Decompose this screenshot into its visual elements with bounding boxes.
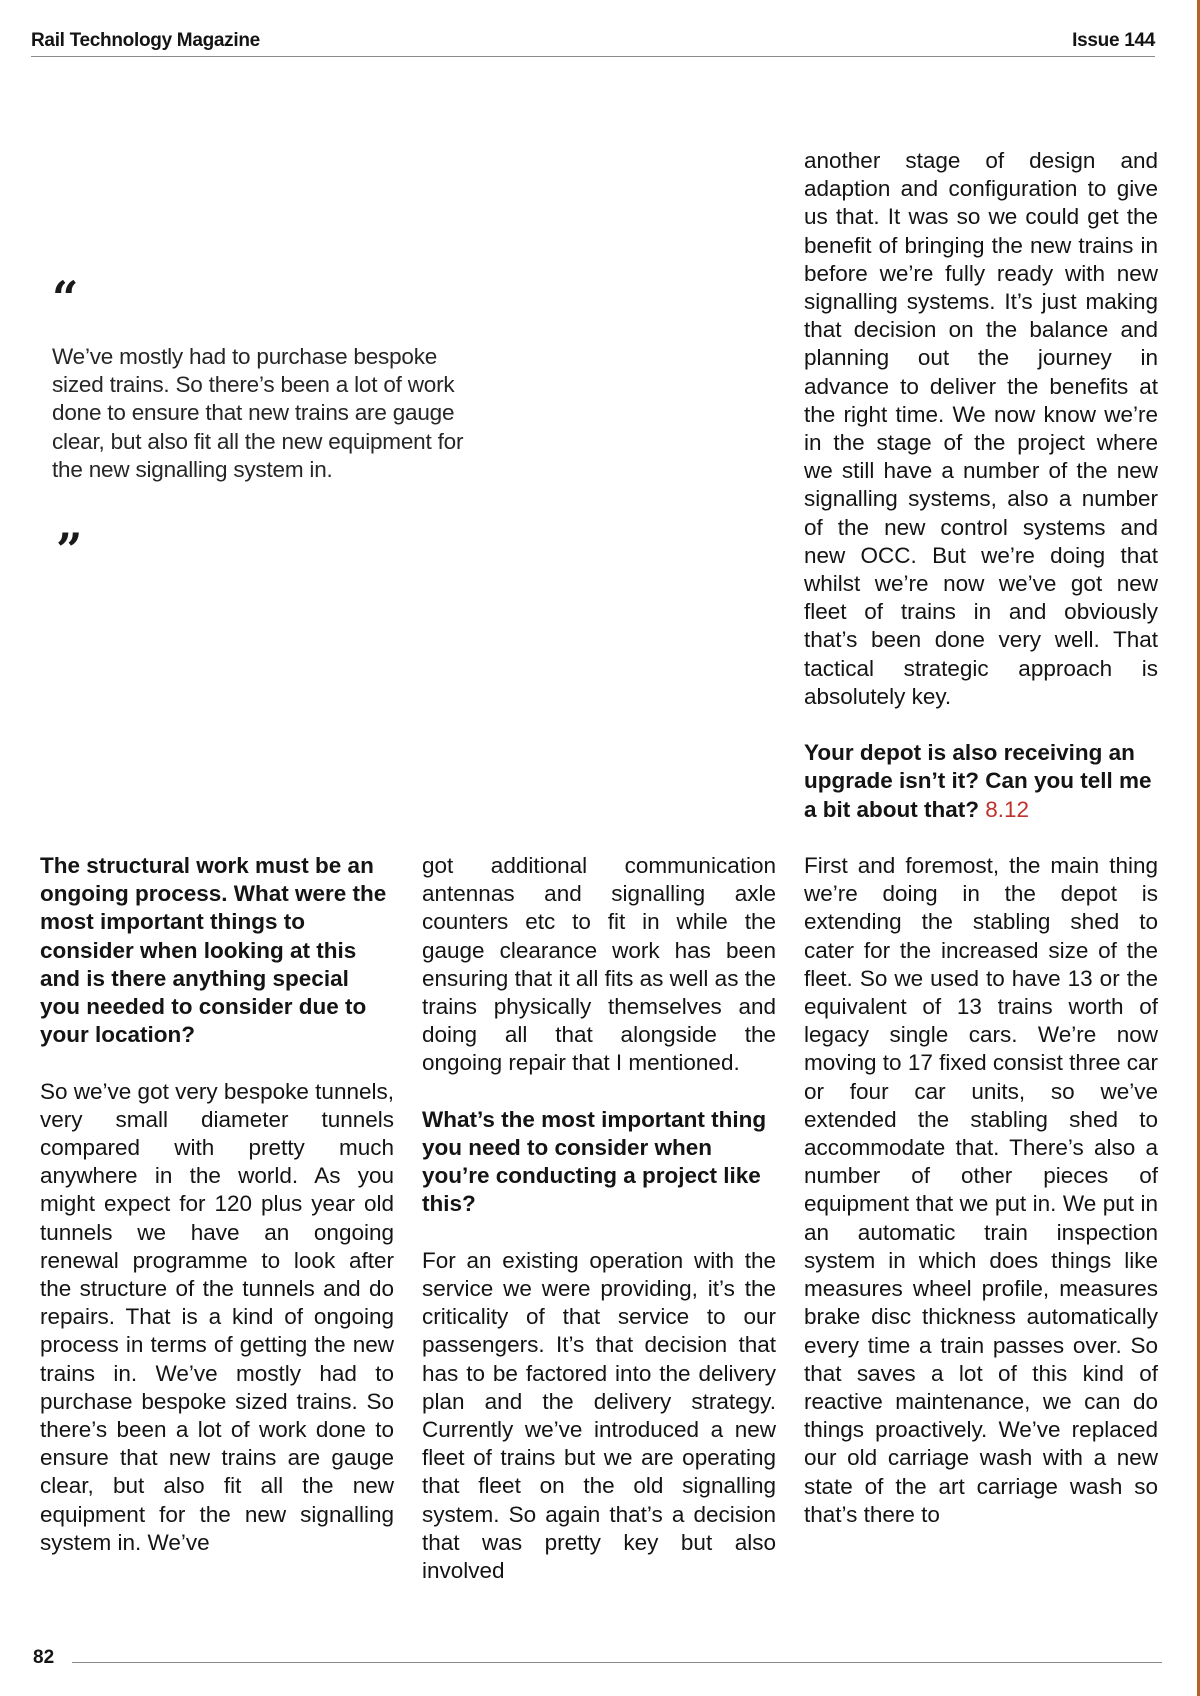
- interview-question: The structural work must be an ongoing process. What were the most important things to consider when looking at this and is there anything special you needed to consider due to your location?: [40, 853, 387, 1048]
- magazine-title: Rail Technology Magazine: [31, 30, 260, 51]
- article-column-1: [40, 852, 394, 1557]
- interview-question: What’s the most important thing you need to consider when you’re conducting a project like this?: [422, 1106, 767, 1217]
- footer-rule: [72, 1662, 1162, 1663]
- pull-quote-text: We’ve mostly had to purchase bespoke sized trains. So there’s been a lot of work done to ensure that new trains are gauge clear, but also fit all the new equipment for the new signalling system in.: [52, 344, 464, 482]
- open-quote-icon: “: [52, 271, 79, 325]
- answer-continuation: another stage of design and adaption and configuration to give us that. It was so we could get the benefit of bringing the new trains in before we’re fully ready with new signalling systems. It’s just making that decision on the balance and planning out the journey in advance to deliver the benefits at the right time. We now know we’re in the stage of the project where we still have a number of the new signalling systems, also a number of the new control systems and new OCC. But we’re doing that whilst we’re now we’ve got new fleet of trains in and obviously that’s been done very well. That tactical strategic approach is absolutely key.: [804, 148, 1158, 709]
- running-header: [31, 30, 1155, 57]
- close-quote-icon: ”: [56, 523, 83, 577]
- interview-question: [804, 739, 1158, 824]
- article-column-2: [422, 852, 776, 1585]
- question-text: Your depot is also receiving an upgrade isn’t it? Can you tell me a bit about that?: [804, 740, 1152, 822]
- page-number: 82: [33, 1647, 55, 1668]
- article-column-3: [804, 147, 1158, 1529]
- timecode: 8.12: [985, 796, 1030, 822]
- interview-answer: First and foremost, the main thing we’re doing in the depot is extending the stabling shed to cater for the increased size of the fleet. So we used to have 13 or the equivalent of 13 trains worth of legacy single cars. We’re now moving to 17 fixed consist three car or four car units, so we’ve extended the stabling shed to accommodate that. There’s also a number of other pieces of equipment that we put in. We put in an automatic train inspection system in which does things like measures wheel profile, measures brake disc thickness automatically every time a train passes over. So that saves a lot of this kind of reactive maintenance, we can do things proactively. We’ve replaced our old carriage wash with a new state of the art carriage wash so that’s there to: [804, 853, 1158, 1527]
- issue-number: Issue 144: [1072, 30, 1155, 51]
- answer-continuation: got additional communication antennas and signalling axle counters etc to fit in while the gauge clearance work has been ensuring that it all fits as well as the trains physically themselves and doing all that alongside the ongoing repair that I mentioned.: [422, 853, 776, 1076]
- interview-answer: For an existing operation with the service we were providing, it’s the criticality of that service to our passengers. It’s that decision that has to be factored into the delivery plan and the delivery strategy. Currently we’ve introduced a new fleet of trains but we are operating that fleet on the old signalling system. So again that’s a decision that was pretty key but also involved: [422, 1247, 776, 1584]
- interview-answer: So we’ve got very bespoke tunnels, very small diameter tunnels compared with pretty much anywhere in the world. As you might expect for 120 plus year old tunnels we have an ongoing renewal programme to look after the structure of the tunnels and do repairs. That is a kind of ongoing process in terms of getting the new trains in. We’ve mostly had to purchase bespoke sized trains. So there’s been a lot of work done to ensure that new trains are gauge clear, but also fit all the new equipment for the new signalling system in. We’ve: [40, 1078, 394, 1555]
